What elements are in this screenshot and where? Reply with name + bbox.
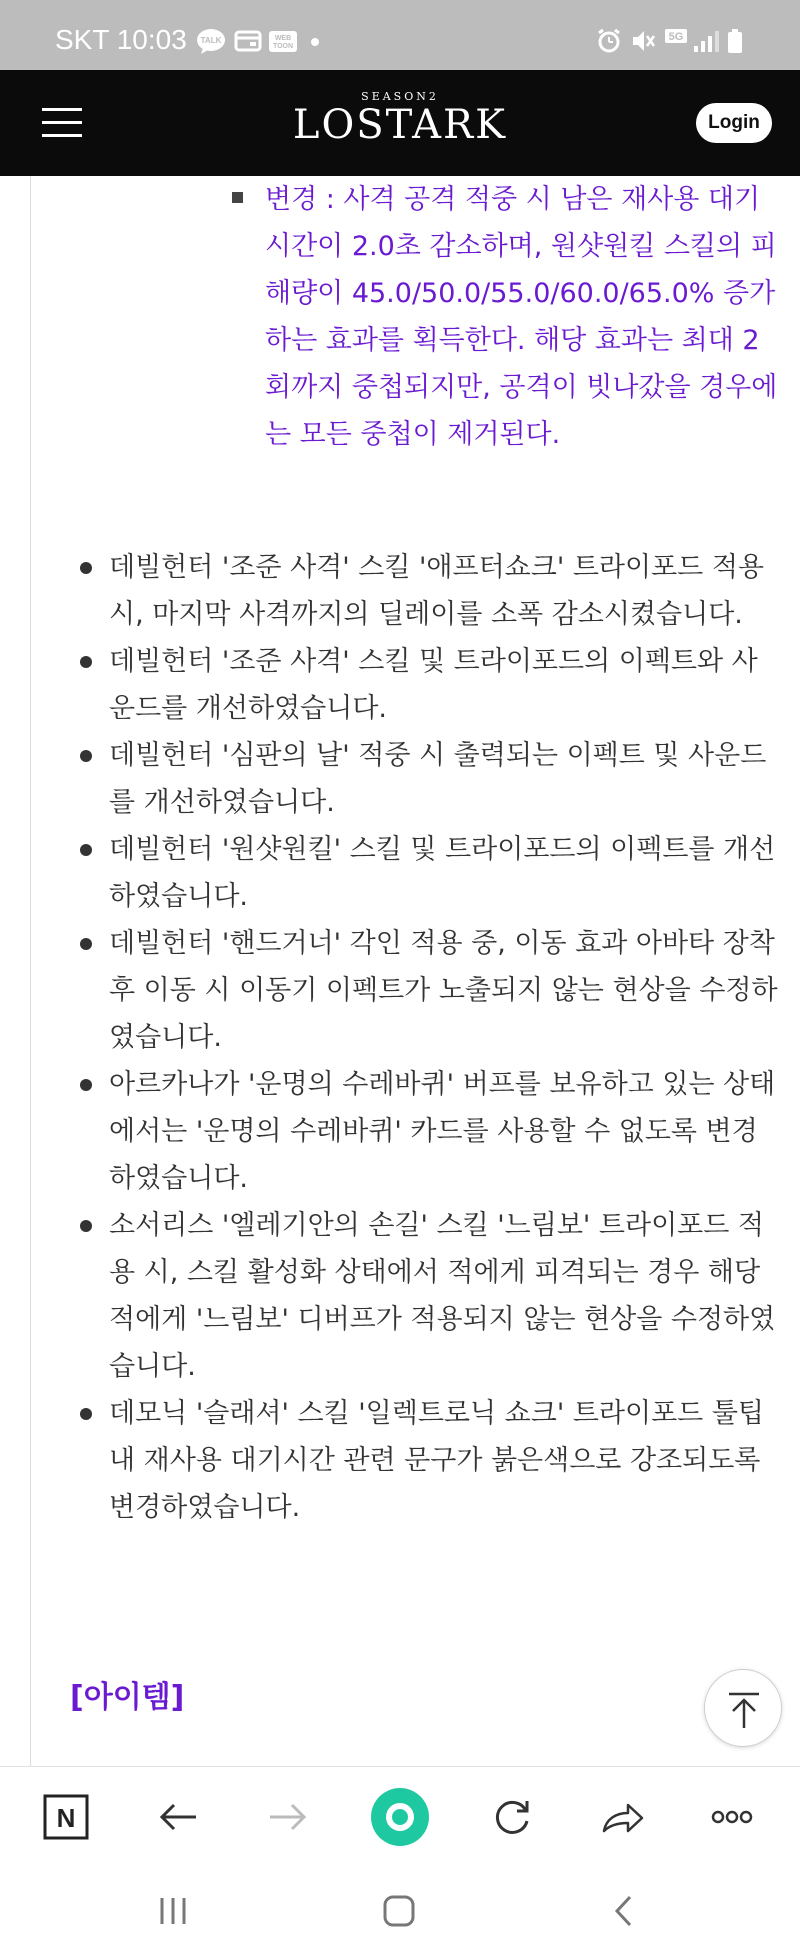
logo-name-text: LOSTARK: [292, 102, 508, 148]
status-time: SKT 10:03: [55, 24, 187, 55]
wallet-icon: [234, 28, 262, 54]
forward-arrow-icon[interactable]: [262, 1791, 314, 1843]
list-item: 데빌헌터 '핸드거너' 각인 적용 중, 이동 효과 아바타 장착 후 이동 시 이동기 이펙트가 노출되지 않는 현상을 수정하였습니다.: [78, 920, 778, 1061]
list-item: 데모닉 '슬래셔' 스킬 '일렉트로닉 쇼크' 트라이포드 툴팁 내 재사용 대기시간 관련 문구가 붉은색으로 강조되도록 변경하였습니다.: [78, 1390, 778, 1531]
list-item: 아르카나가 '운명의 수레바퀴' 버프를 보유하고 있는 상태에서는 '운명의 수레바퀴' 카드를 사용할 수 없도록 변경하였습니다.: [78, 1061, 778, 1202]
content-left-border: [30, 176, 31, 1766]
svg-text:WEB: WEB: [274, 35, 292, 42]
recent-apps-icon[interactable]: [148, 1888, 198, 1934]
webtoon-icon: [268, 28, 298, 54]
more-icon[interactable]: [706, 1791, 758, 1843]
battery-icon: [726, 28, 744, 54]
hamburger-menu-icon[interactable]: [42, 108, 82, 138]
site-header: [0, 70, 800, 176]
section-title-items: [아이템]: [70, 1680, 185, 1715]
arrow-up-icon: [705, 1670, 783, 1748]
android-nav-bar: [0, 1866, 800, 1956]
list-item: 데빌헌터 '원샷원킬' 스킬 및 트라이포드의 이펙트를 개선하였습니다.: [78, 826, 778, 920]
lostark-logo[interactable]: [280, 84, 520, 164]
dot-icon: [310, 28, 320, 54]
talk-icon: [196, 28, 228, 54]
back-icon[interactable]: [600, 1888, 650, 1934]
green-dot-icon[interactable]: [368, 1785, 432, 1849]
status-bar: [0, 0, 800, 70]
home-icon[interactable]: [374, 1888, 424, 1934]
sub-list-item: 변경 : 사격 공격 적중 시 남은 재사용 대기시간이 2.0초 감소하며, 원샷원킬 스킬의 피해량이 45.0/50.0/55.0/60.0/65.0% 증가하는 효과를 획득한다. 해당 효과는 최대 2회까지 중첩되지만, 공격이 빗나갔을 경우에는 모든 중첩이 제거된다.: [265, 184, 778, 450]
5g-icon: [664, 28, 688, 54]
article-content: [0, 176, 800, 1766]
login-button[interactable]: Login: [696, 103, 772, 143]
back-arrow-icon[interactable]: [152, 1791, 204, 1843]
svg-text:TOON: TOON: [272, 43, 294, 50]
signal-icon: [692, 28, 720, 54]
svg-text:5G: 5G: [668, 31, 684, 43]
scroll-to-top-button[interactable]: [704, 1669, 782, 1747]
naver-home-icon[interactable]: [40, 1791, 92, 1843]
patch-notes-list: [78, 544, 778, 1531]
square-bullet-icon: [232, 192, 243, 203]
browser-toolbar: [0, 1766, 800, 1866]
list-item: 소서리스 '엘레기안의 손길' 스킬 '느림보' 트라이포드 적용 시, 스킬 활성화 상태에서 적에게 피격되는 경우 해당 적에게 '느림보' 디버프가 적용되지 않는 현상을 수정하였습니다.: [78, 1202, 778, 1390]
mute-icon: [630, 28, 656, 54]
alarm-icon: [596, 28, 622, 54]
svg-text:TALK: TALK: [200, 36, 222, 45]
share-icon[interactable]: [596, 1791, 648, 1843]
svg-text:N: N: [56, 1803, 76, 1833]
list-item: 데빌헌터 '심판의 날' 적중 시 출력되는 이펙트 및 사운드를 개선하였습니다.: [78, 732, 778, 826]
list-item: 데빌헌터 '조준 사격' 스킬 및 트라이포드의 이펙트와 사운드를 개선하였습니다.: [78, 638, 778, 732]
logo-season-text: SEASON2: [361, 90, 439, 103]
list-item: 데빌헌터 '조준 사격' 스킬 '애프터쇼크' 트라이포드 적용 시, 마지막 사격까지의 딜레이를 소폭 감소시켰습니다.: [78, 544, 778, 638]
refresh-icon[interactable]: [486, 1791, 538, 1843]
